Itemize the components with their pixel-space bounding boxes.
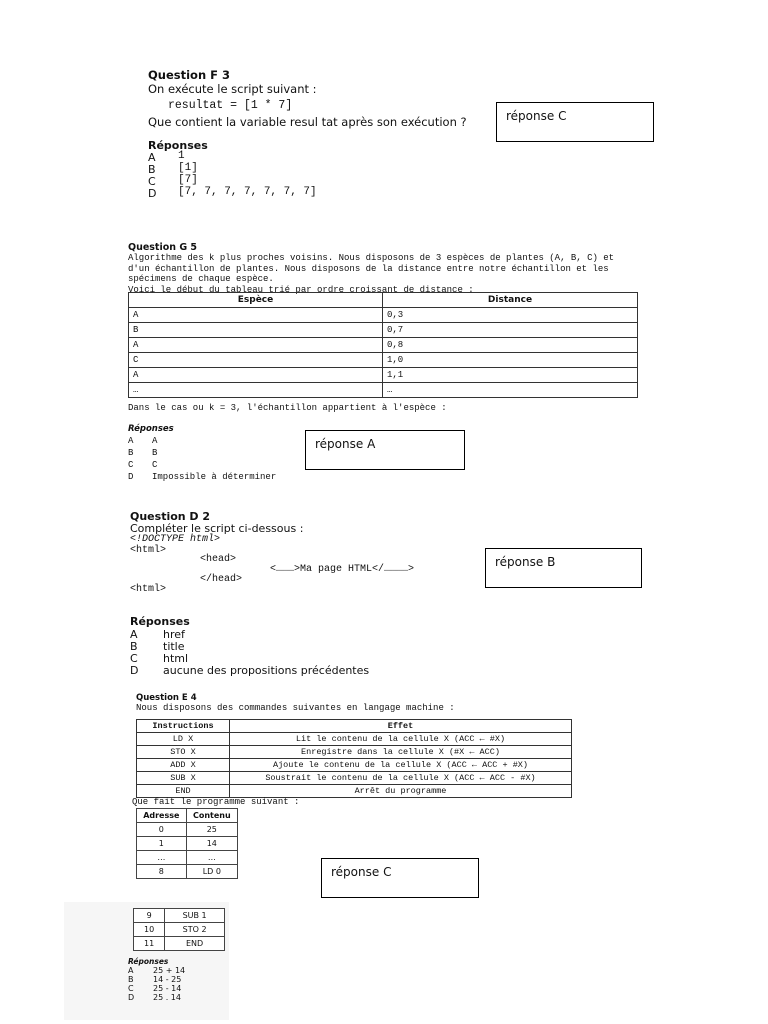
- qf3-answer-box[interactable]: [496, 102, 654, 142]
- qd2-option-b: B: [130, 640, 138, 653]
- qd2-code-line: <html>: [130, 584, 167, 595]
- table-row: [134, 937, 225, 951]
- cell-espece: A: [129, 308, 383, 323]
- table-row: [129, 308, 638, 323]
- qg5-option-b-text: B: [152, 448, 158, 458]
- qe4-intro: Nous disposons des commandes suivantes en langage machine :: [136, 703, 455, 713]
- table-row: [137, 772, 572, 785]
- table-row: [129, 353, 638, 368]
- qg5-option-b: B: [128, 448, 134, 458]
- table-row: [129, 338, 638, 353]
- cell-instruction: SUB X: [137, 772, 230, 785]
- qf3-question: Que contient la variable resul tat après son exécution ?: [148, 115, 467, 129]
- cell-effet: Ajoute le contenu de la cellule X (ACC ← ACC + #X): [230, 759, 572, 772]
- cell-distance: 0,7: [383, 323, 638, 338]
- cell-effet: Soustrait le contenu de la cellule X (ACC ← ACC - #X): [230, 772, 572, 785]
- qd2-option-d-text: aucune des propositions précédentes: [163, 664, 370, 677]
- table-row: [134, 909, 225, 923]
- qd2-answer-box[interactable]: [485, 548, 642, 588]
- cell-espece: A: [129, 338, 383, 353]
- qd2-intro: Compléter le script ci-dessous :: [130, 522, 304, 535]
- header-instructions: Instructions: [137, 720, 230, 733]
- qe4-option-a-text: 25 + 14: [153, 966, 186, 975]
- qe4-option-c-text: 25 - 14: [153, 984, 182, 993]
- cell-contenu: LD 0: [186, 865, 237, 879]
- cell-espece: B: [129, 323, 383, 338]
- table-row: [137, 759, 572, 772]
- qg5-distance-table: [128, 292, 638, 398]
- cell-espece: C: [129, 353, 383, 368]
- qe4-title: Question E 4: [136, 693, 197, 703]
- qd2-option-a: A: [130, 628, 138, 641]
- qg5-para-line: Voici le début du tableau trié par ordre croissant de distance :: [128, 284, 474, 295]
- qd2-option-b-text: title: [163, 640, 185, 653]
- table-row: [129, 383, 638, 398]
- cell-adresse: 10: [134, 923, 165, 937]
- qd2-code-line: </head>: [200, 574, 243, 585]
- qd2-code-line: <!DOCTYPE html>: [130, 534, 221, 545]
- cell-contenu: STO 2: [165, 923, 225, 937]
- cell-distance: …: [383, 383, 638, 398]
- cell-contenu: 14: [186, 837, 237, 851]
- cell-adresse: 1: [137, 837, 187, 851]
- cell-contenu: 25: [186, 823, 237, 837]
- cell-adresse: 8: [137, 865, 187, 879]
- cell-instruction: END: [137, 785, 230, 798]
- table-row: [137, 823, 238, 837]
- qg5-para-line: spécimens de chaque espèce.: [128, 274, 274, 284]
- qf3-option-d-text: [7, 7, 7, 7, 7, 7, 7]: [178, 186, 317, 198]
- qf3-intro: On exécute le script suivant :: [148, 82, 317, 96]
- qd2-option-a-text: href: [163, 628, 185, 641]
- cell-effet: Arrêt du programme: [230, 785, 572, 798]
- table-row: [137, 865, 238, 879]
- qg5-option-c: C: [128, 460, 134, 470]
- qg5-paragraph: [128, 253, 614, 295]
- cell-effet: Enregistre dans la cellule X (#X ← ACC): [230, 746, 572, 759]
- qe4-memory-table: [136, 808, 238, 879]
- cell-distance: 0,8: [383, 338, 638, 353]
- qg5-reponses-title: Réponses: [128, 424, 174, 434]
- qg5-option-c-text: C: [152, 460, 158, 470]
- qd2-option-c: C: [130, 652, 138, 665]
- qd2-option-d: D: [130, 664, 139, 677]
- cell-distance: 1,1: [383, 368, 638, 383]
- qe4-option-d-text: 25 . 14: [153, 993, 181, 1002]
- table-row: [137, 851, 238, 865]
- qf3-option-c: C: [148, 175, 156, 188]
- qd2-option-c-text: html: [163, 652, 189, 665]
- qg5-para-line: Algorithme des k plus proches voisins. Nous disposons de 3 espèces de plantes (A, B, C) et: [128, 253, 615, 263]
- qg5-option-d-text: Impossible à déterminer: [152, 472, 277, 482]
- cell-espece: A: [129, 368, 383, 383]
- qf3-reponses-title: Réponses: [148, 139, 208, 152]
- qe4-reponses-title: Réponses: [128, 957, 169, 966]
- header-effet: Effet: [230, 720, 572, 733]
- qg5-after-text: Dans le cas ou k = 3, l'échantillon appartient à l'espèce :: [128, 403, 447, 413]
- qg5-answer-box[interactable]: [305, 430, 465, 470]
- qf3-option-b: B: [148, 163, 156, 176]
- table-row: [129, 368, 638, 383]
- cell-espece: …: [129, 383, 383, 398]
- table-row: [129, 323, 638, 338]
- header-espece: Espèce: [129, 293, 383, 308]
- cell-instruction: STO X: [137, 746, 230, 759]
- table-header-row: [137, 809, 238, 823]
- table-row: [134, 923, 225, 937]
- cell-contenu: …: [186, 851, 237, 865]
- qe4-answer-box[interactable]: [321, 858, 479, 898]
- cell-contenu: END: [165, 937, 225, 951]
- cell-adresse: 9: [134, 909, 165, 923]
- header-contenu: Contenu: [186, 809, 237, 823]
- qg5-option-a: A: [128, 436, 134, 446]
- qe4-option-a: A: [128, 966, 134, 975]
- cell-distance: 1,0: [383, 353, 638, 368]
- qg5-option-a-text: A: [152, 436, 158, 446]
- cell-adresse: …: [137, 851, 187, 865]
- cell-adresse: 11: [134, 937, 165, 951]
- qf3-option-d: D: [148, 187, 157, 200]
- cell-distance: 0,3: [383, 308, 638, 323]
- qf3-code: resultat = [1 * 7]: [168, 99, 293, 112]
- cell-instruction: LD X: [137, 733, 230, 746]
- qe4-option-b: B: [128, 975, 134, 984]
- header-adresse: Adresse: [137, 809, 187, 823]
- qd2-code-line: <head>: [200, 554, 237, 565]
- qe4-memory-table-continued: [133, 908, 225, 951]
- qf3-option-a-text: 1: [178, 150, 185, 162]
- cell-contenu: SUB 1: [165, 909, 225, 923]
- qe4-question: Que fait le programme suivant :: [132, 797, 300, 807]
- qe4-answer-text: réponse C: [331, 865, 392, 879]
- qd2-code-line: <html>: [130, 545, 167, 556]
- qg5-answer-text: réponse A: [315, 437, 376, 451]
- qg5-title: Question G 5: [128, 242, 198, 253]
- qf3-title: Question F 3: [148, 68, 230, 82]
- table-row: [137, 837, 238, 851]
- qg5-para-line: d'un échantillon de plantes. Nous disposons de la distance entre notre échantillon et les: [128, 263, 609, 274]
- table-header-row: [137, 720, 572, 733]
- qf3-option-a: A: [148, 151, 156, 164]
- cell-adresse: 0: [137, 823, 187, 837]
- qd2-title: Question D 2: [130, 510, 211, 523]
- table-header-row: [129, 293, 638, 308]
- qf3-option-c-text: [7]: [178, 174, 198, 186]
- header-distance: Distance: [383, 293, 638, 308]
- qe4-option-b-text: 14 - 25: [153, 975, 182, 984]
- qe4-option-c: C: [128, 984, 134, 993]
- table-row: [137, 746, 572, 759]
- qe4-instructions-table: [136, 719, 572, 798]
- qf3-answer-text: réponse C: [506, 109, 567, 123]
- cell-effet: Lit le contenu de la cellule X (ACC ← #X): [230, 733, 572, 746]
- qd2-answer-text: réponse B: [495, 555, 556, 569]
- qd2-reponses-title: Réponses: [130, 615, 190, 628]
- qd2-code-line: <………>Ma page HTML</…………>: [270, 564, 415, 575]
- cell-instruction: ADD X: [137, 759, 230, 772]
- qf3-option-b-text: [1]: [178, 162, 198, 174]
- qg5-option-d: D: [128, 472, 134, 482]
- qe4-option-d: D: [128, 993, 135, 1002]
- table-row: [137, 785, 572, 798]
- table-row: [137, 733, 572, 746]
